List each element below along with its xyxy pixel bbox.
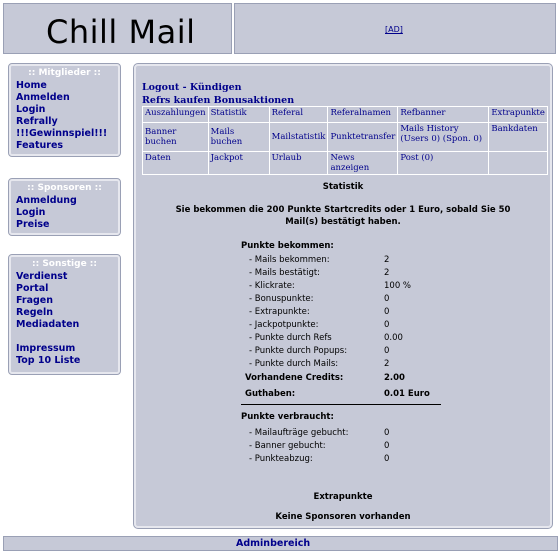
received-title: Punkte bekommen: (241, 241, 334, 251)
received-value: 2 (384, 268, 390, 278)
no-sponsors: Keine Sponsoren vorhanden (275, 512, 411, 522)
menu-refbanner[interactable]: Refbanner (398, 107, 489, 123)
other-title: :: Sonstige :: (31, 259, 98, 269)
menu-post[interactable]: Post (0) (398, 152, 489, 175)
sponsors-title: :: Sponsoren :: (27, 183, 102, 193)
received-label: - Punkte durch Refs (249, 333, 332, 343)
received-value: 2 (384, 255, 390, 265)
menu-auszahlungen[interactable]: Auszahlungen (143, 107, 209, 123)
nav-home[interactable]: Home (16, 80, 47, 91)
menu-referalnamen[interactable]: Referalnamen (328, 107, 398, 123)
received-label: - Bonuspunkte: (249, 294, 314, 304)
received-value: 0 (384, 346, 390, 356)
received-value: 2 (384, 359, 390, 369)
received-value: 0.00 (384, 333, 403, 343)
nav-mediadaten[interactable]: Mediadaten (16, 319, 80, 330)
menu-jackpot[interactable]: Jackpot (208, 152, 269, 175)
nav-refrally[interactable]: Refrally (16, 116, 58, 127)
nav-gewinnspiel[interactable]: !!!Gewinnspiel!!! (16, 128, 108, 139)
nav-sponsor-anmeldung[interactable]: Anmeldung (16, 195, 77, 206)
nav-anmelden[interactable]: Anmelden (16, 92, 70, 103)
other-box (9, 255, 120, 374)
menu-bankdaten[interactable]: Bankdaten (489, 123, 548, 152)
received-label: - Mails bekommen: (249, 255, 330, 265)
credits-value: 2.00 (384, 373, 405, 383)
nav-sponsor-preise[interactable]: Preise (16, 219, 50, 230)
received-value: 0 (384, 294, 390, 304)
stat-intro: Sie bekommen die 200 Punkte Startcredits oder 1 Euro, sobald Sie 50 Mail(s) bestätigt haben. (175, 205, 511, 227)
nav-impressum[interactable]: Impressum (16, 343, 76, 354)
received-label: - Punkte durch Mails: (249, 359, 339, 369)
nav-verdienst[interactable]: Verdienst (16, 271, 68, 282)
received-label: - Jackpotpunkte: (249, 320, 319, 330)
members-box (9, 64, 120, 156)
menu-mailstatistik[interactable]: Mailstatistik (269, 123, 328, 152)
used-label: - Mailaufträge gebucht: (249, 428, 349, 438)
used-label: - Punkteabzug: (249, 454, 313, 464)
logo-box (3, 3, 232, 54)
received-label: - Extrapunkte: (249, 307, 310, 317)
nav-sponsor-login[interactable]: Login (16, 207, 46, 218)
received-value: 0 (384, 320, 390, 330)
received-value: 100 % (384, 281, 412, 291)
used-title: Punkte verbraucht: (241, 412, 334, 422)
used-value: 0 (384, 454, 390, 464)
menu-mails-buchen[interactable]: Mails buchen (208, 123, 269, 152)
nav-regeln[interactable]: Regeln (16, 307, 54, 318)
logout-link[interactable]: Logout - Kündigen (142, 82, 242, 93)
footer (3, 536, 558, 551)
divider (241, 404, 441, 405)
menu-statistik[interactable]: Statistik (208, 107, 269, 123)
received-label: - Mails bestätigt: (249, 268, 321, 278)
balance-value: 0.01 Euro (384, 389, 430, 399)
used-value: 0 (384, 428, 390, 438)
main-panel (134, 64, 552, 528)
header (3, 3, 556, 54)
sponsors-box (9, 179, 120, 235)
extra-title: Extrapunkte (313, 492, 373, 502)
menu-referal[interactable]: Referal (269, 107, 328, 123)
menu-empty (489, 152, 548, 175)
received-label: - Punkte durch Popups: (249, 346, 348, 356)
nav-features[interactable]: Features (16, 140, 64, 151)
menu-punktetransfer[interactable]: Punktetransfer (328, 123, 398, 152)
nav-portal[interactable]: Portal (16, 283, 49, 294)
nav-top10[interactable]: Top 10 Liste (16, 355, 81, 366)
stat-title: Statistik (322, 182, 364, 192)
menu-banner-buchen[interactable]: Banner buchen (143, 123, 209, 152)
used-value: 0 (384, 441, 390, 451)
ad-link[interactable]: [AD] (385, 25, 403, 34)
refs-link[interactable]: Refrs kaufen Bonusaktionen (142, 95, 295, 106)
used-label: - Banner gebucht: (249, 441, 326, 451)
menu-urlaub[interactable]: Urlaub (269, 152, 328, 175)
menu-extrapunkte[interactable]: Extrapunkte (489, 107, 548, 123)
top-links (142, 81, 294, 107)
members-title: :: Mitglieder :: (28, 68, 101, 78)
nav-spacer (11, 331, 118, 343)
menu-mails-history[interactable]: Mails History (Users 0) (Spon. 0) (398, 123, 489, 152)
credits-label: Vorhandene Credits: (245, 373, 344, 383)
nav-fragen[interactable]: Fragen (16, 295, 53, 306)
admin-link[interactable]: Adminbereich (236, 538, 311, 549)
received-value: 0 (384, 307, 390, 317)
balance-label: Guthaben: (245, 389, 296, 399)
logo[interactable]: Chill Mail (46, 13, 196, 51)
received-label: - Klickrate: (249, 281, 295, 291)
menu-daten[interactable]: Daten (143, 152, 209, 175)
ad-box (234, 3, 556, 54)
member-menu (142, 106, 548, 175)
menu-news[interactable]: News anzeigen (328, 152, 398, 175)
nav-login[interactable]: Login (16, 104, 46, 115)
